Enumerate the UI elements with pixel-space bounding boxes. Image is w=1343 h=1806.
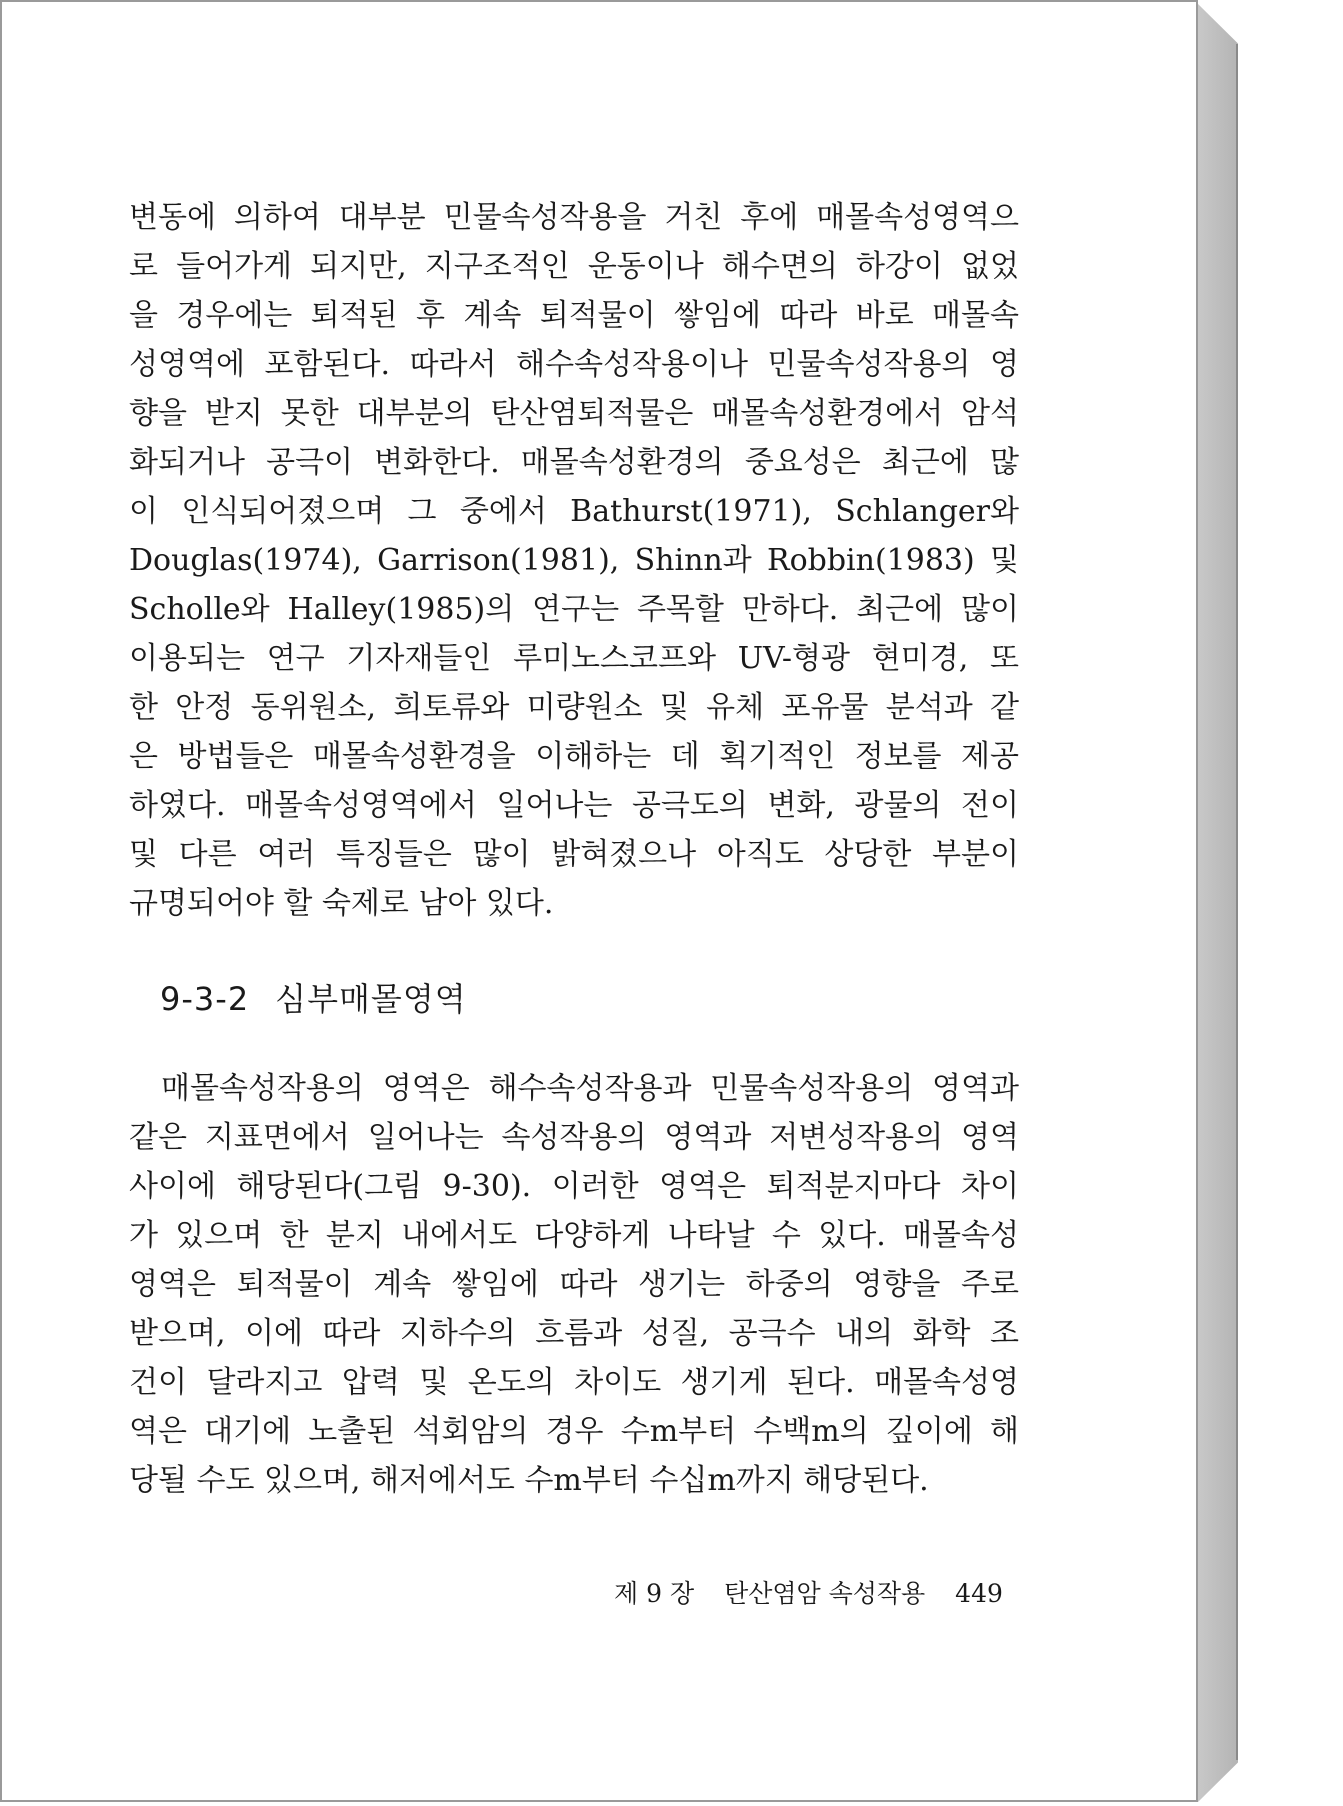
text-line: 같은 지표면에서 일어나는 속성작용의 영역과 저변성작용의 영역 xyxy=(129,1120,1019,1155)
page-edge-shadow xyxy=(1198,4,1238,1802)
text-line: 이 인식되어졌으며 그 중에서 Bathurst(1971), Schlanger와 xyxy=(129,494,1019,529)
page-footer xyxy=(614,1574,1003,1610)
text-line: 변동에 의하여 대부분 민물속성작용을 거친 후에 매몰속성영역으 xyxy=(129,200,1019,235)
paragraph-1 xyxy=(129,193,1019,928)
section-number: 9-3-2 xyxy=(160,980,250,1018)
text-line: 로 들어가게 되지만, 지구조적인 운동이나 해수면의 하강이 없었 xyxy=(129,249,1019,284)
text-line: 당될 수도 있으며, 해저에서도 수m부터 수십m까지 해당된다. xyxy=(129,1463,929,1498)
text-line: 역은 대기에 노출된 석회암의 경우 수m부터 수백m의 깊이에 해 xyxy=(129,1414,1019,1449)
text-line: Douglas(1974), Garrison(1981), Shinn과 Robbin(1983) 및 xyxy=(129,543,1019,578)
text-line: 한 안정 동위원소, 희토류와 미량원소 및 유체 포유물 분석과 같 xyxy=(129,690,1019,725)
text-line: 은 방법들은 매몰속성환경을 이해하는 데 획기적인 정보를 제공 xyxy=(129,739,1019,774)
page-edge-line xyxy=(1236,44,1238,1760)
text-line: 사이에 해당된다(그림 9-30). 이러한 영역은 퇴적분지마다 차이 xyxy=(129,1169,1019,1204)
paragraph-2 xyxy=(129,1064,1019,1505)
section-title: 심부매몰영역 xyxy=(275,980,467,1018)
section-heading xyxy=(160,974,467,1020)
text-line: 화되거나 공극이 변화한다. 매몰속성환경의 중요성은 최근에 많 xyxy=(129,445,1019,480)
text-line: 을 경우에는 퇴적된 후 계속 퇴적물이 쌓임에 따라 바로 매몰속 xyxy=(129,298,1019,333)
text-line: 이용되는 연구 기자재들인 루미노스코프와 UV-형광 현미경, 또 xyxy=(129,641,1019,676)
chapter-title: 탄산염암 속성작용 xyxy=(724,1579,926,1608)
text-line: 성영역에 포함된다. 따라서 해수속성작용이나 민물속성작용의 영 xyxy=(129,347,1019,382)
text-line: 가 있으며 한 분지 내에서도 다양하게 나타날 수 있다. 매몰속성 xyxy=(129,1218,1019,1253)
text-line: 및 다른 여러 특징들은 많이 밝혀졌으나 아직도 상당한 부분이 xyxy=(129,837,1019,872)
page-number: 449 xyxy=(955,1579,1003,1608)
text-line: 받으며, 이에 따라 지하수의 흐름과 성질, 공극수 내의 화학 조 xyxy=(129,1316,1019,1351)
text-line: 향을 받지 못한 대부분의 탄산염퇴적물은 매몰속성환경에서 암석 xyxy=(129,396,1019,431)
text-line: 하였다. 매몰속성영역에서 일어나는 공극도의 변화, 광물의 전이 xyxy=(129,788,1019,823)
text-line: 영역은 퇴적물이 계속 쌓임에 따라 생기는 하중의 영향을 주로 xyxy=(129,1267,1019,1302)
chapter-label: 제 9 장 xyxy=(614,1579,695,1608)
text-line: Scholle와 Halley(1985)의 연구는 주목할 만하다. 최근에 많이 xyxy=(129,592,1019,627)
text-line: 매몰속성작용의 영역은 해수속성작용과 민물속성작용의 영역과 xyxy=(161,1071,1019,1106)
text-line: 규명되어야 할 숙제로 남아 있다. xyxy=(129,886,554,921)
text-line: 건이 달라지고 압력 및 온도의 차이도 생기게 된다. 매몰속성영 xyxy=(129,1365,1019,1400)
